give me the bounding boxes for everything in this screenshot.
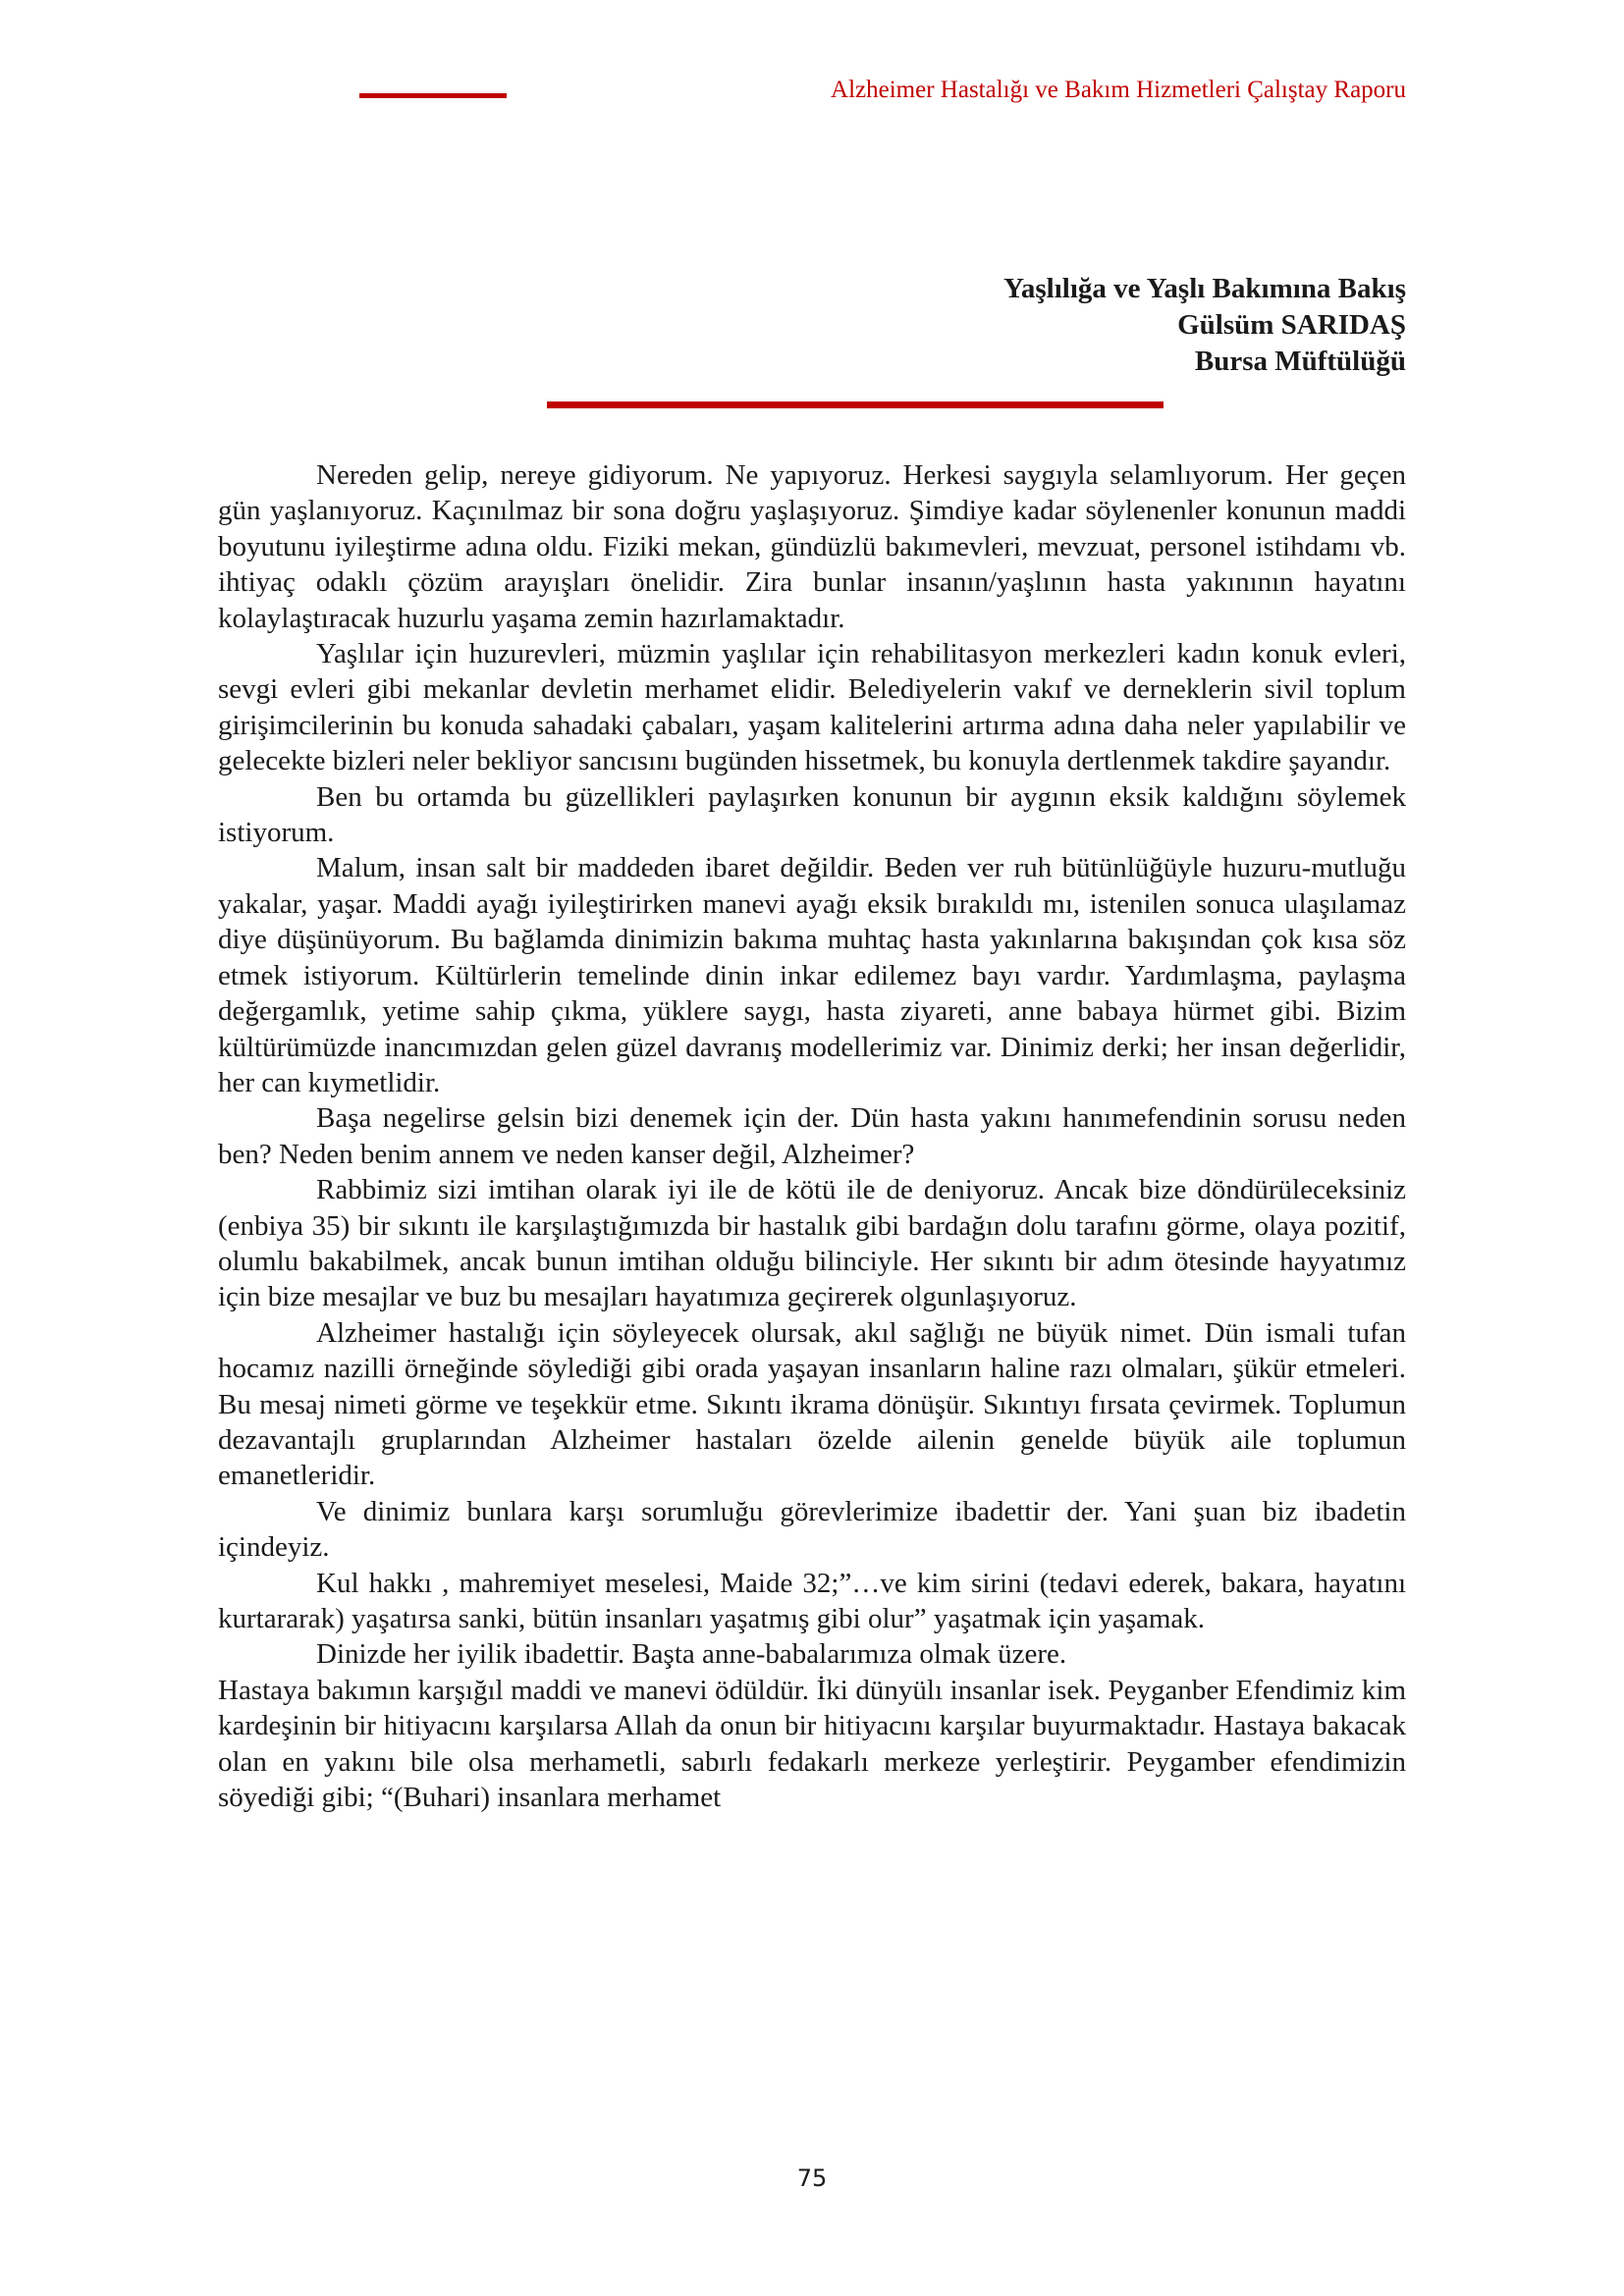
body-paragraph: Ben bu ortamda bu güzellikleri paylaşırken konunun bir aygının eksik kaldığını söylemek istiyorum. — [218, 780, 1406, 849]
header-accent-rule — [359, 93, 507, 98]
article-affiliation: Bursa Müftülüğü — [1194, 346, 1406, 377]
article-body — [218, 457, 1406, 1815]
body-paragraph: Kul hakkı , mahremiyet meselesi, Maide 32;”…ve kim sirini (tedavi ederek, bakara, hayatını kurtararak) yaşatırsa sanki, bütün insanları yaşatmış gibi olur” yaşatmak için yaşamak. — [218, 1567, 1406, 1634]
article-title: Yaşlılığa ve Yaşlı Bakımına Bakış — [1003, 273, 1406, 304]
running-header-title: Alzheimer Hastalığı ve Bakım Hizmetleri Çalıştay Raporu — [831, 77, 1406, 103]
page-number: 75 — [796, 2164, 828, 2192]
body-paragraph: Hastaya bakımın karşığıl maddi ve manevi ödüldür. İki dünyülı insanlar isek. Peyganber Efendimiz kim kardeşinin bir hitiyacını karşılarsa Allah da onun bir hitiyacını karşılar buyurmaktadır. Hastaya bakacak olan en yakını bile olsa merhametli, sabırlı fedakarlı merkeze yerleştirir. Peygamber efendimizin söyediği gibi; “(Buhari) insanlara merhamet — [218, 1674, 1406, 1814]
article-author: Gülsüm SARIDAŞ — [1177, 309, 1406, 341]
body-paragraph: Rabbimiz sizi imtihan olarak iyi ile de kötü ile de deniyoruz. Ancak bize döndürüleceksiniz (enbiya 35) bir sıkıntı ile karşılaştığımızda bir hastalık gibi bardağın dolu tarafını görme, olaya pozitif, olumlu bakabilmek, ancak bunun imtihan olduğu bilinciyle. Her sıkıntı bir adım ötesinde hayyatımız için bize mesajlar ve buz bu mesajları hayatımıza geçirerek olgunlaşıyoruz. — [218, 1174, 1406, 1313]
body-paragraph: Ve dinimiz bunlara karşı sorumluğu görevlerimize ibadettir der. Yani şuan biz ibadetin içindeyiz. — [218, 1495, 1406, 1564]
article-title-block — [1003, 271, 1406, 380]
title-divider-rule — [547, 401, 1164, 408]
body-paragraph: Dinizde her iyilik ibadettir. Başta anne-babalarımıza olmak üzere. — [316, 1638, 1067, 1671]
body-paragraph: Malum, insan salt bir maddeden ibaret değildir. Beden ver ruh bütünlüğüyle huzuru-mutluğu yakalar, yaşar. Maddi ayağı iyileştirirken manevi ayağı eksik bırakıldı mı, istenilen sonuca ulaşılamaz diye düşünüyorum. Bu bağlamda dinimizin bakıma muhtaç hasta yakınlarına bakışından çok kısa söz etmek istiyorum. Kültürlerin temelinde dinin inkar edilemez bayı vardır. Yardımlaşma, paylaşma değergamlık, yetime sahip çıkma, yüklere saygı, hasta ziyareti, anne babaya hürmet gibi. Bizim kültürümüzde inancımızdan gelen güzel davranış modellerimiz var. Dinimiz derki; her insan değerlidir, her can kıymetlidir. — [218, 852, 1406, 1098]
body-paragraph: Alzheimer hastalığı için söyleyecek olursak, akıl sağlığı ne büyük nimet. Dün ismali tufan hocamız nazilli örneğinde söylediği gibi orada yaşayan insanların haline razı olmaları, şükür etmeleri. Bu mesaj nimeti görme ve teşekkür etme. Sıkıntı ikrama dönüşür. Sıkıntıyı fırsata çevirmek. Toplumun dezavantajlı gruplarından Alzheimer hastaları özelde ailenin genelde büyük aile toplumun emanetleridir. — [218, 1316, 1406, 1492]
body-paragraph: Nereden gelip, nereye gidiyorum. Ne yapıyoruz. Herkesi saygıyla selamlıyorum. Her geçen gün yaşlanıyoruz. Kaçınılmaz bir sona doğru yaşlaşıyoruz. Şimdiye kadar söylenenler konunun maddi boyutunu iyileştirme adına oldu. Fiziki mekan, gündüzlü bakımevleri, mevzuat, personel istihdamı vb. ihtiyaç odaklı çözüm arayışları önelidir. Zira bunlar insanın/yaşlının hasta yakınının hayatını kolaylaştıracak huzurlu yaşama zemin hazırlamaktadır. — [218, 459, 1406, 634]
body-paragraph: Başa negelirse gelsin bizi denemek için der. Dün hasta yakını hanımefendinin sorusu neden ben? Neden benim annem ve neden kanser değil, Alzheimer? — [218, 1102, 1406, 1170]
body-paragraph: Yaşlılar için huzurevleri, müzmin yaşlılar için rehabilitasyon merkezleri kadın konuk evleri, sevgi evleri gibi mekanlar devletin merhamet elidir. Belediyelerin vakıf ve derneklerin sivil toplum girişimcilerinin bu konuda sahadaki çabaları, yaşam kalitelerini artırma adına daha neler yapılabilir ve gelecekte bizleri neler bekliyor sancısını bugünden hissetmek, bu konuyla dertlenmek takdire şayandır. — [218, 638, 1406, 777]
